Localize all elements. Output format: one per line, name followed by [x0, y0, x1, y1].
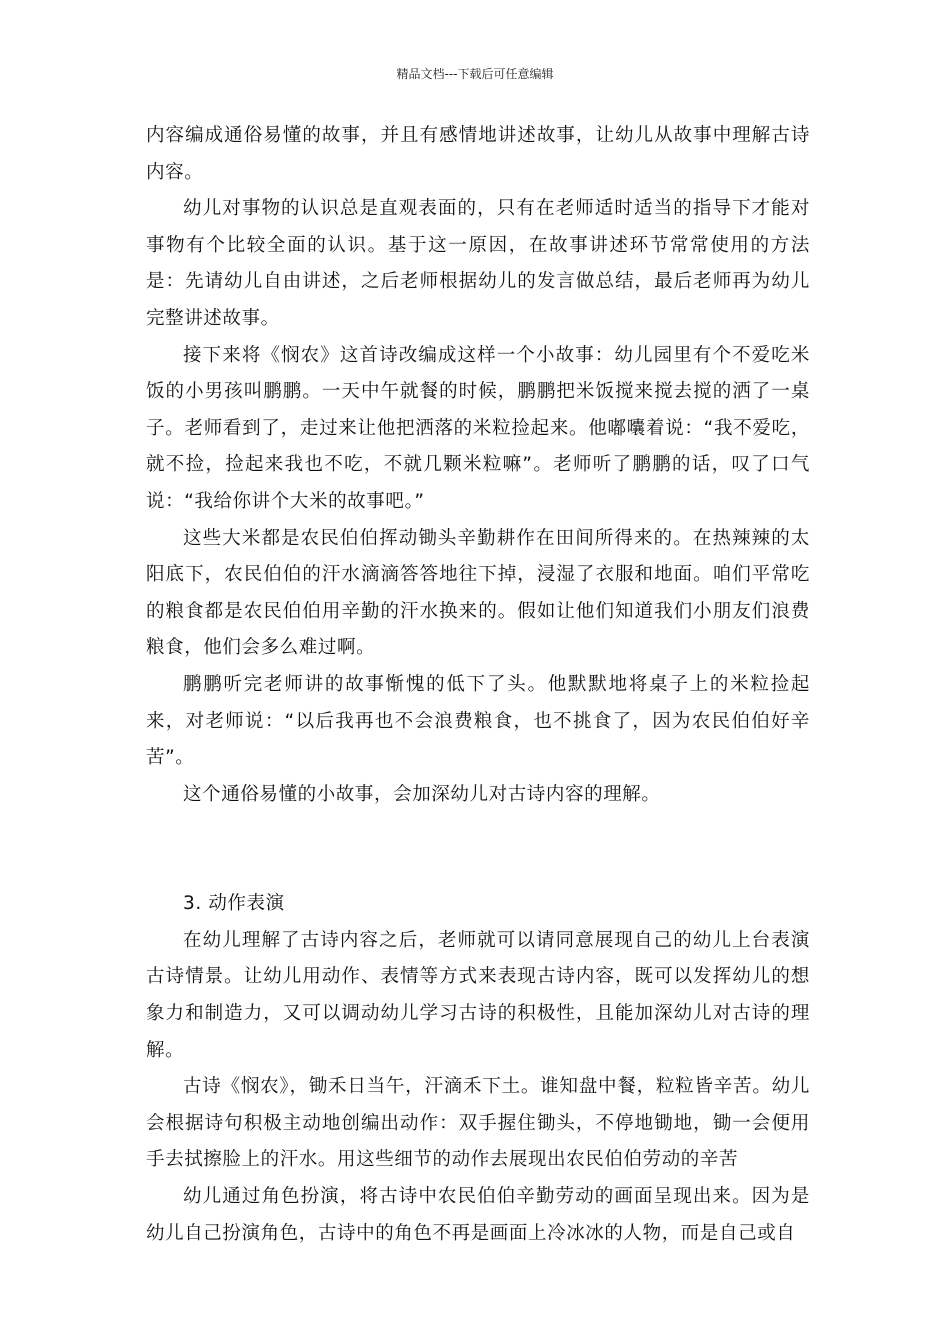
paragraph: 古诗《悯农》，锄禾日当午，汗滴禾下土。谁知盘中餐，粒粒皆辛苦。幼儿会根据诗句积极主动地创编出动作：双手握住锄头，不停地锄地，锄一会便用手去拭擦脸上的汗水。用这些细节的动作去展现出农民伯伯劳动的辛苦: [146, 1076, 810, 1171]
paragraph: 在幼儿理解了古诗内容之后，老师就可以请同意展现自己的幼儿上台表演古诗情景。让幼儿用动作、表情等方式来表现古诗内容，既可以发挥幼儿的想象力和制造力，又可以调动幼儿学习古诗的积极性，且能加深幼儿对古诗的理解。: [146, 929, 810, 1061]
paragraph-continuation: 内容编成通俗易懂的故事，并且有感情地讲述故事，让幼儿从故事中理解古诗内容。: [146, 125, 810, 183]
paragraph: 接下来将《悯农》这首诗改编成这样一个小故事：幼儿园里有个不爱吃米饭的小男孩叫鹏鹏。一天中午就餐的时候，鹏鹏把米饭搅来搅去搅的洒了一桌子。老师看到了，走过来让他把洒落的米粒捡起来。他嘟囔着说：“我不爱吃，就不捡，捡起来我也不吃，不就几颗米粒嘛”。老师听了鹏鹏的话，叹了口气说：“我给你讲个大米的故事吧。”: [146, 344, 810, 512]
document-body: [146, 118, 810, 1252]
paragraph: 鹏鹏听完老师讲的故事惭愧的低下了头。他默默地将桌子上的米粒捡起来，对老师说：“以后我再也不会浪费粮食，也不挑食了，因为农民伯伯好辛苦”。: [146, 673, 810, 769]
section-heading: 3. 动作表演: [183, 893, 285, 915]
paragraph: 幼儿通过角色扮演，将古诗中农民伯伯辛勤劳动的画面呈现出来。因为是幼儿自己扮演角色，古诗中的角色不再是画面上冷冰冰的人物，而是自己或自: [146, 1186, 810, 1244]
page-header: 精品文档---下载后可任意编辑: [396, 67, 554, 81]
paragraph: 幼儿对事物的认识总是直观表面的，只有在老师适时适当的指导下才能对事物有个比较全面的认识。基于这一原因，在故事讲述环节常常使用的方法是：先请幼儿自由讲述，之后老师根据幼儿的发言做总结，最后老师再为幼儿完整讲述故事。: [146, 198, 810, 329]
section-gap: [146, 813, 810, 886]
paragraph: 这个通俗易懂的小故事，会加深幼儿对古诗内容的理解。: [183, 783, 661, 805]
paragraph: 这些大米都是农民伯伯挥动锄头辛勤耕作在田间所得来的。在热辣辣的太阳底下，农民伯伯的汗水滴滴答答地往下掉，浸湿了衣服和地面。咱们平常吃的粮食都是农民伯伯用辛勤的汗水换来的。假如让他们知道我们小朋友们浪费粮食，他们会多么难过啊。: [146, 527, 810, 659]
